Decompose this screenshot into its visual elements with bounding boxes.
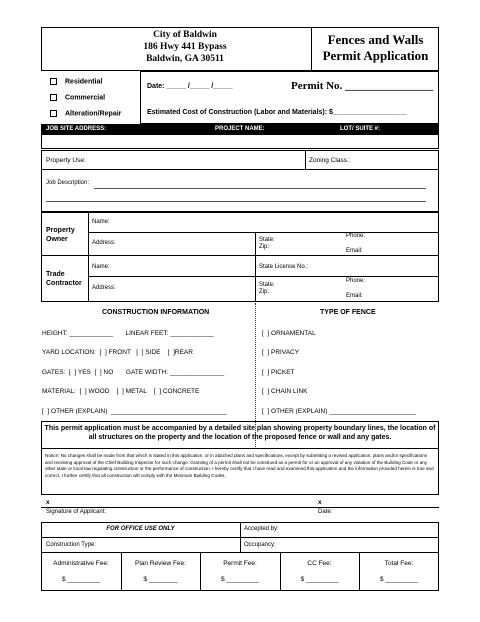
job-description-line-2[interactable]: [46, 201, 426, 202]
property-use-field[interactable]: Property Use:: [46, 157, 86, 164]
fee-divider-2: [200, 553, 201, 591]
owner-state-field[interactable]: State:: [259, 237, 275, 243]
contractor-phone-field[interactable]: Phone:: [346, 278, 366, 284]
accepted-by-field[interactable]: Accepted by:: [244, 526, 279, 532]
permit-fee-label: Permit Fee:: [223, 560, 257, 567]
city-address-2: Baldwin, GA 30511: [146, 54, 224, 64]
contractor-state-field[interactable]: State:: [259, 282, 275, 288]
type-alteration-label: Alteration/Repair: [65, 110, 122, 118]
owner-state-divider: [255, 232, 256, 256]
yard-location-field[interactable]: YARD LOCATION: [ ] FRONT [ ] SIDE [ ]REAR: [42, 349, 193, 356]
owner-heading-divider: [88, 212, 89, 256]
owner-heading-2: Owner: [46, 236, 68, 243]
owner-name-field[interactable]: Name:: [92, 219, 110, 225]
total-fee-label: Total Fee:: [384, 560, 414, 567]
office-use-heading: FOR OFFICE USE ONLY: [106, 526, 175, 532]
cc-fee-label: CC Fee:: [307, 560, 332, 567]
job-description-line-1[interactable]: [94, 188, 426, 189]
city-name: City of Baldwin: [153, 30, 217, 40]
property-use-box: [41, 150, 439, 170]
contractor-heading-2: Contractor: [46, 280, 82, 287]
city-address-1: 186 Hwy 441 Bypass: [143, 42, 227, 52]
contractor-box: [41, 256, 439, 302]
contractor-heading-divider: [88, 256, 89, 302]
project-name-label: PROJECT NAME:: [215, 126, 265, 132]
owner-phone-field[interactable]: Phone:: [346, 233, 366, 239]
form-title-2: Permit Application: [322, 48, 429, 63]
fence-privacy[interactable]: [ ] PRIVACY: [262, 349, 300, 356]
administrative-fee-label: Administrative Fee:: [53, 560, 109, 567]
info-box: [140, 71, 439, 124]
contractor-address-field[interactable]: Address:: [92, 285, 116, 291]
plan-review-fee-value[interactable]: $ ________: [143, 576, 178, 583]
construction-heading: CONSTRUCTION INFORMATION: [102, 309, 210, 316]
owner-row-divider: [88, 232, 439, 233]
height-linear-field[interactable]: HEIGHT: ____________ LINEAR FEET: ____________: [42, 330, 214, 337]
office-col-divider: [240, 522, 241, 553]
permit-fee-value[interactable]: $ _________: [221, 576, 259, 583]
signature-line[interactable]: [41, 507, 439, 508]
date-field[interactable]: Date: _____ /_____ /_____: [147, 83, 233, 90]
legal-notice: Notice: No changes shall be made from that which is stated in this application, or in attached plans and specifications, except by submitting a revised application, plans and/or specifications and receiving approval of the Chief Building Inspector for such change. Granting of a permit shall not be construed as a permit for or an approval of any violation of the Building Code or any other state or local law regulating construction or the performance of construction. I hereby certify that I have read and examined this application and the information provided herein is true and correct. I further certify that all construction will comply with the Minimum Building Codes.: [45, 453, 434, 478]
fee-divider-3: [280, 553, 281, 591]
type-commercial[interactable]: [50, 94, 105, 101]
contractor-license-divider: [255, 256, 256, 276]
type-residential[interactable]: [50, 78, 102, 85]
cc-fee-value[interactable]: $ _________: [300, 576, 339, 583]
gates-field[interactable]: GATES: [ ] YES [ ] NO GATE WIDTH: _______________: [42, 369, 225, 376]
contractor-email-field[interactable]: Email:: [346, 293, 363, 299]
fence-ornamental[interactable]: [ ] ORNAMENTAL: [262, 330, 316, 337]
contractor-heading-1: Trade: [46, 271, 65, 278]
total-fee-value[interactable]: $ _________: [380, 576, 418, 583]
type-commercial-label: Commercial: [65, 94, 106, 102]
signature-x: x: [46, 499, 50, 506]
fence-chain-link[interactable]: [ ] CHAIN LINK: [262, 388, 308, 395]
contractor-state-divider: [255, 276, 256, 302]
estimated-cost-field[interactable]: Estimated Cost of Construction (Labor and Materials): $___________________: [147, 109, 407, 116]
checkbox-icon[interactable]: [50, 110, 57, 117]
owner-heading-1: Property: [46, 227, 75, 234]
fence-type-heading: TYPE OF FENCE: [320, 309, 376, 316]
contractor-name-field[interactable]: Name:: [92, 264, 110, 270]
checkbox-icon[interactable]: [50, 94, 57, 101]
type-residential-label: Residential: [65, 78, 103, 86]
date-x: x: [318, 499, 322, 506]
fees-box: [41, 553, 439, 591]
fee-divider-1: [121, 553, 122, 591]
contractor-row-divider: [88, 276, 439, 277]
site-plan-notice: This permit application must be accompanied by a detailed site plan showing property boundary lines, the location of all structures on the property and the location of the proposed fence or wall and any gates.: [44, 425, 436, 441]
fence-other[interactable]: [ ] OTHER (EXPLAIN) ________________________: [262, 408, 416, 415]
job-site-label: JOB SITE ADDRESS:: [46, 126, 107, 132]
signature-date-label: Date:: [318, 509, 333, 515]
contractor-zip-field[interactable]: Zip:: [259, 289, 270, 295]
fence-picket[interactable]: [ ] PICKET: [262, 369, 295, 376]
type-alteration[interactable]: [50, 110, 121, 117]
owner-email-field[interactable]: Email:: [346, 248, 363, 254]
form-title-1: Fences and Walls: [327, 32, 424, 47]
checkbox-icon[interactable]: [50, 78, 57, 85]
lot-suite-label: LOT/ SUITE #:: [340, 126, 381, 132]
permit-number-field[interactable]: Permit No. ________________: [291, 80, 434, 92]
other-material-field[interactable]: [ ] OTHER (EXPLAIN) ________________________________: [42, 408, 227, 415]
property-divider: [305, 150, 306, 170]
owner-address-field[interactable]: Address:: [92, 240, 116, 246]
signature-label: Signature of Applicant:: [46, 509, 107, 515]
fee-divider-4: [359, 553, 360, 591]
construction-type-field[interactable]: Construction Type:: [46, 542, 96, 548]
occupancy-field[interactable]: Occupancy:: [244, 542, 276, 548]
site-address-row[interactable]: [41, 135, 439, 149]
job-description-label: Job Description:: [46, 180, 90, 186]
job-description-box: [41, 170, 439, 212]
plan-review-fee-label: Plan Review Fee:: [135, 560, 186, 567]
zoning-field[interactable]: Zoning Class.:: [309, 157, 351, 164]
contractor-license-field[interactable]: State License No.:: [259, 264, 309, 270]
material-field[interactable]: MATERIAL: [ ] WOOD [ ] METAL [ ] CONCRETE: [42, 388, 200, 395]
administrative-fee-value[interactable]: $ _________: [62, 576, 100, 583]
owner-zip-field[interactable]: Zip:: [259, 244, 270, 250]
